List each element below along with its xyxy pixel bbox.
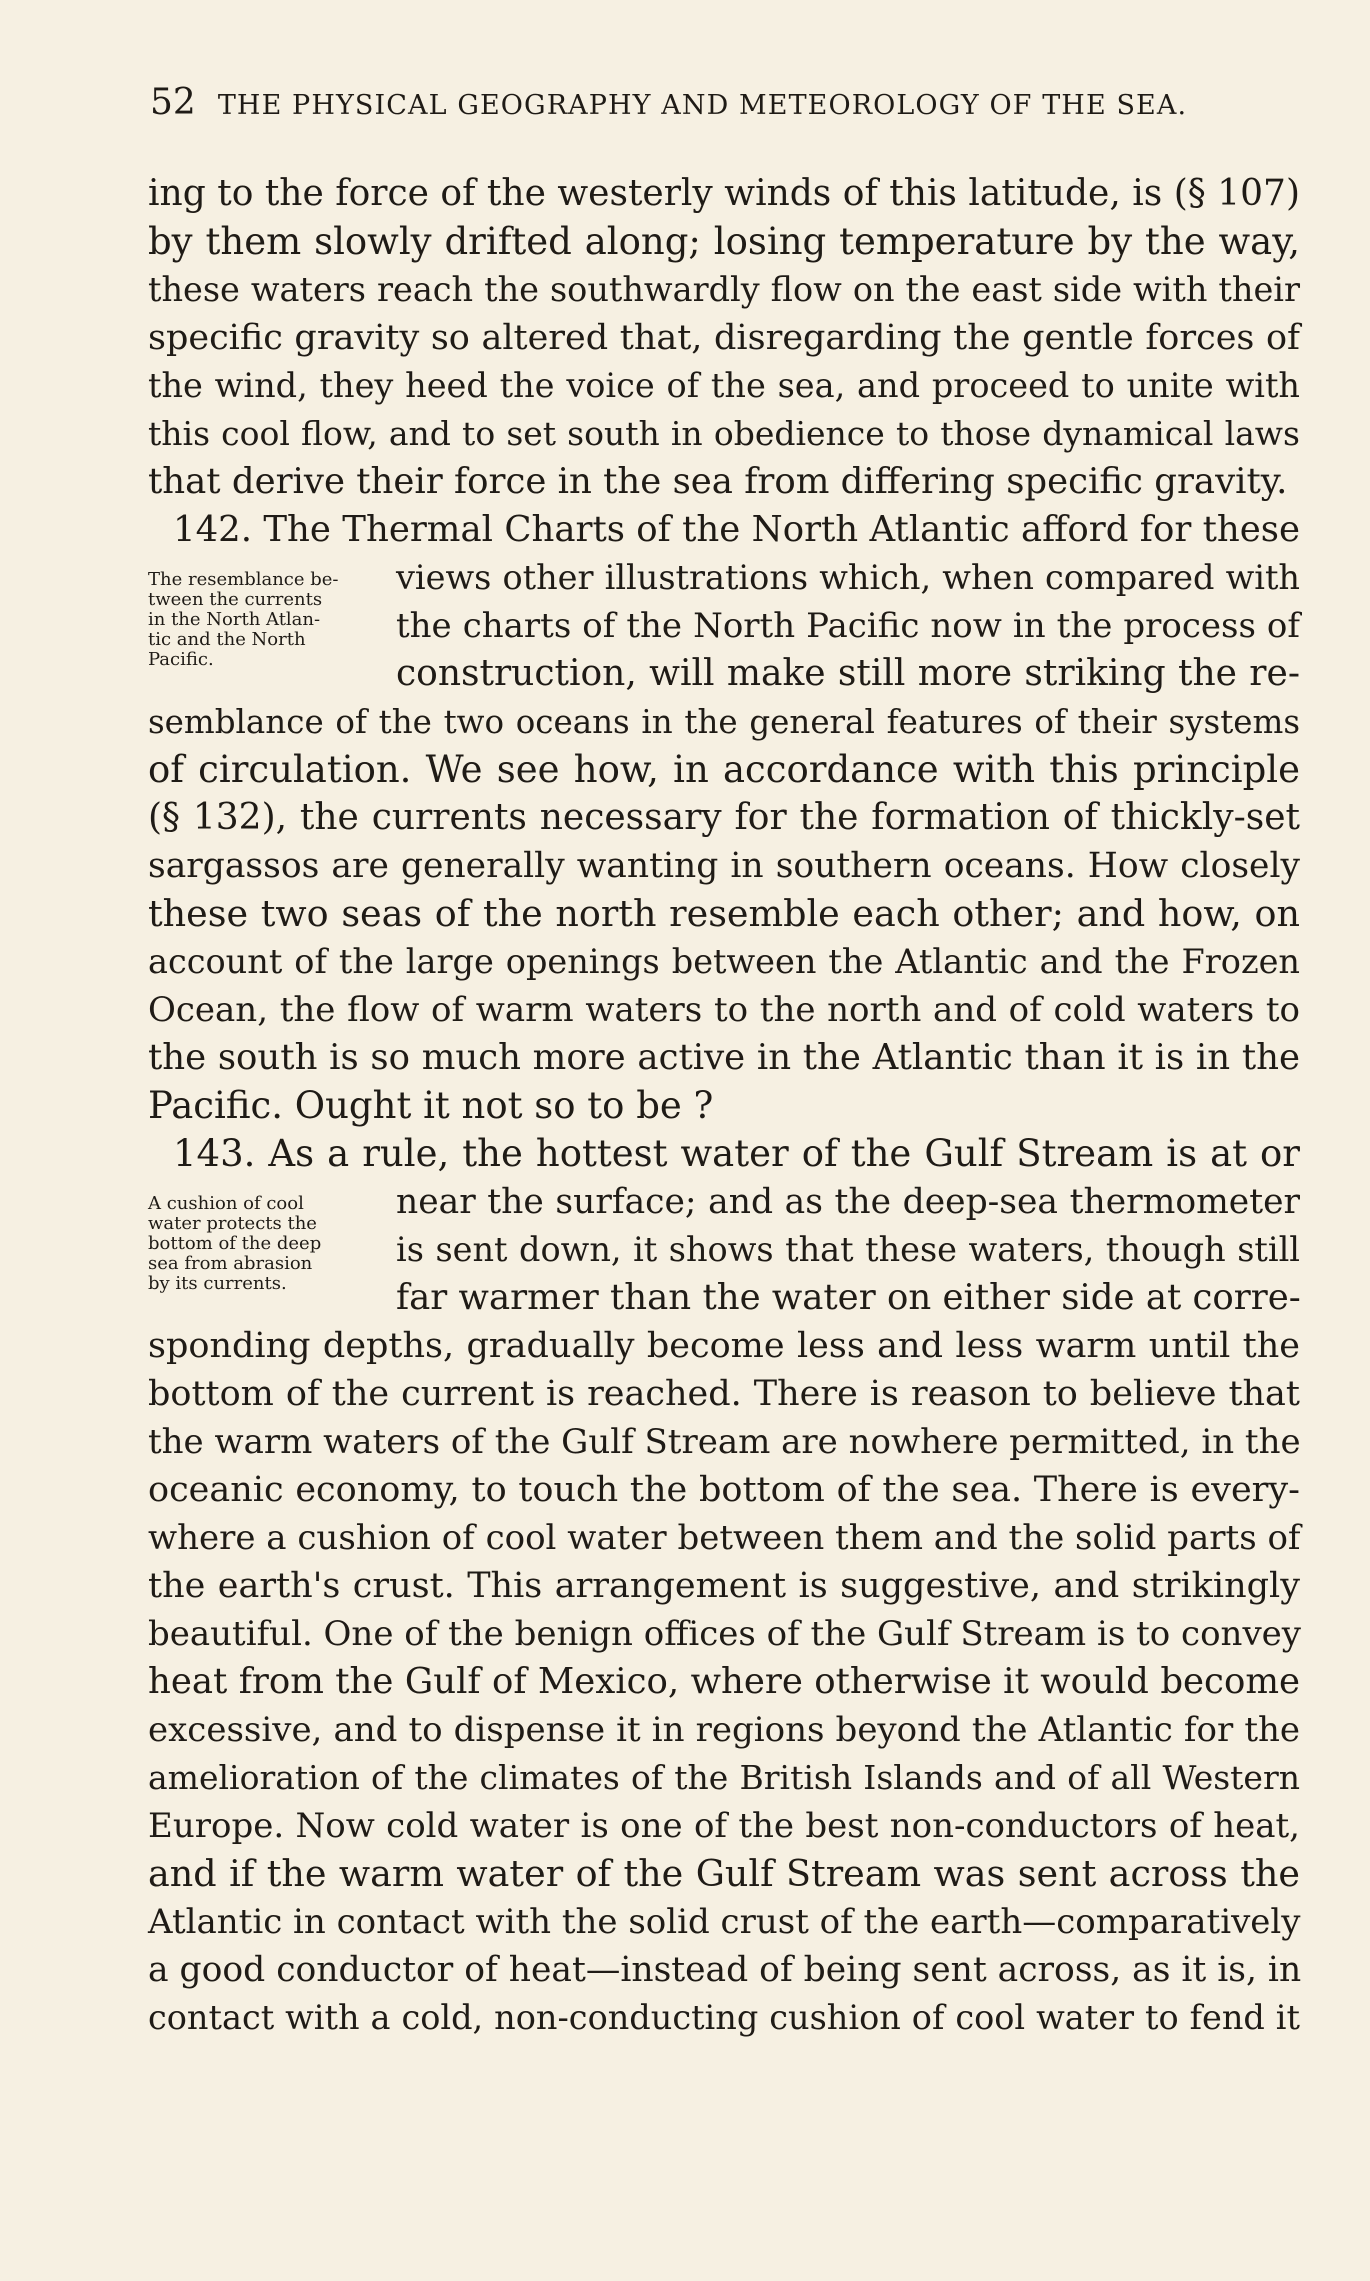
margin-note-line: water protects the: [148, 1213, 317, 1234]
page-number: 52: [150, 82, 196, 123]
text-line: this cool flow, and to set south in obedience to those dynamical laws: [148, 414, 1300, 453]
text-line: beautiful. One of the benign offices of the Gulf Stream is to convey: [148, 1614, 1301, 1654]
margin-note-line: Pacific.: [148, 649, 214, 670]
text-line: Pacific. Ought it not so to be ?: [148, 1084, 714, 1127]
text-line: ing to the force of the westerly winds of this latitude, is (§ 107): [148, 173, 1300, 214]
text-line: a good conductor of heat—instead of being sent across, as it is, in: [148, 1950, 1302, 1990]
margin-note-line: in the North Atlan-: [148, 609, 321, 630]
text-line: Atlantic in contact with the solid crust of the earth—comparatively: [148, 1902, 1301, 1942]
text-line: oceanic economy, to touch the bottom of the sea. There is every-: [148, 1470, 1300, 1510]
margin-note-line: tween the currents: [148, 589, 323, 610]
text-line: Europe. Now cold water is one of the best non-conductors of heat,: [148, 1806, 1300, 1846]
text-line: (§ 132), the currents necessary for the formation of thickly-set: [148, 797, 1300, 838]
text-line: is sent down, it shows that these waters, though still: [396, 1230, 1300, 1269]
text-line: by them slowly drifted along; losing temperature by the way,: [148, 220, 1300, 263]
text-line: Ocean, the flow of warm waters to the north and of cold waters to: [148, 990, 1300, 1030]
text-line: views other illustrations which, when compared with: [396, 558, 1300, 597]
text-line: of circulation. We see how, in accordance with this principle: [148, 748, 1300, 791]
text-line: the south is so much more active in the Atlantic than it is in the: [148, 1037, 1300, 1078]
margin-note-line: bottom of the deep: [148, 1233, 322, 1254]
text-line: that derive their force in the sea from differing specific gravity.: [148, 461, 1288, 502]
text-line: excessive, and to dispense it in regions beyond the Atlantic for the: [148, 1710, 1300, 1750]
margin-note-line: tic and the North: [148, 629, 306, 650]
text-line: sponding depths, gradually become less and less warm until the: [148, 1326, 1300, 1366]
text-line: specific gravity so altered that, disregarding the gentle forces of: [148, 318, 1300, 358]
text-line: where a cushion of cool water between them and the solid parts of: [148, 1518, 1301, 1558]
text-line: near the surface; and as the deep-sea thermometer: [396, 1182, 1300, 1222]
margin-note-line: The resemblance be-: [148, 569, 339, 590]
running-title: THE PHYSICAL GEOGRAPHY AND METEOROLOGY OF THE SEA.: [217, 90, 1188, 121]
text-line: these two seas of the north resemble each other; and how, on: [148, 892, 1300, 935]
text-line: bottom of the current is reached. There is reason to believe that: [148, 1374, 1300, 1414]
text-line: far warmer than the water on either side at corre-: [396, 1277, 1301, 1318]
text-line: the earth's crust. This arrangement is suggestive, and strikingly: [148, 1566, 1300, 1606]
margin-note-line: sea from abrasion: [148, 1253, 313, 1274]
paragraph-142-first-line: 142. The Thermal Charts of the North Atlantic afford for these: [173, 509, 1300, 550]
text-line: construction, will make still more striking the re-: [396, 653, 1300, 694]
page-header: [150, 82, 1220, 123]
text-line: the charts of the North Pacific now in the process of: [396, 606, 1300, 646]
text-line: the warm waters of the Gulf Stream are nowhere permitted, in the: [148, 1422, 1301, 1462]
margin-note-line: A cushion of cool: [148, 1193, 304, 1214]
text-line: semblance of the two oceans in the general features of their systems: [148, 703, 1300, 741]
text-line: the wind, they heed the voice of the sea, and proceed to unite with: [148, 366, 1300, 405]
text-line: contact with a cold, non-conducting cushion of cool water to fend it: [148, 1998, 1300, 2037]
text-line: these waters reach the southwardly flow on the east side with their: [148, 270, 1300, 309]
margin-note-line: by its currents.: [148, 1273, 287, 1294]
paragraph-143-first-line: 143. As a rule, the hottest water of the Gulf Stream is at or: [173, 1132, 1300, 1175]
text-line: and if the warm water of the Gulf Stream was sent across the: [148, 1852, 1300, 1895]
text-line: amelioration of the climates of the British Islands and of all Western: [148, 1758, 1300, 1797]
text-line: sargassos are generally wanting in southern oceans. How closely: [148, 846, 1300, 886]
text-line: heat from the Gulf of Mexico, where otherwise it would become: [148, 1661, 1300, 1702]
text-line: account of the large openings between the Atlantic and the Frozen: [148, 942, 1300, 981]
